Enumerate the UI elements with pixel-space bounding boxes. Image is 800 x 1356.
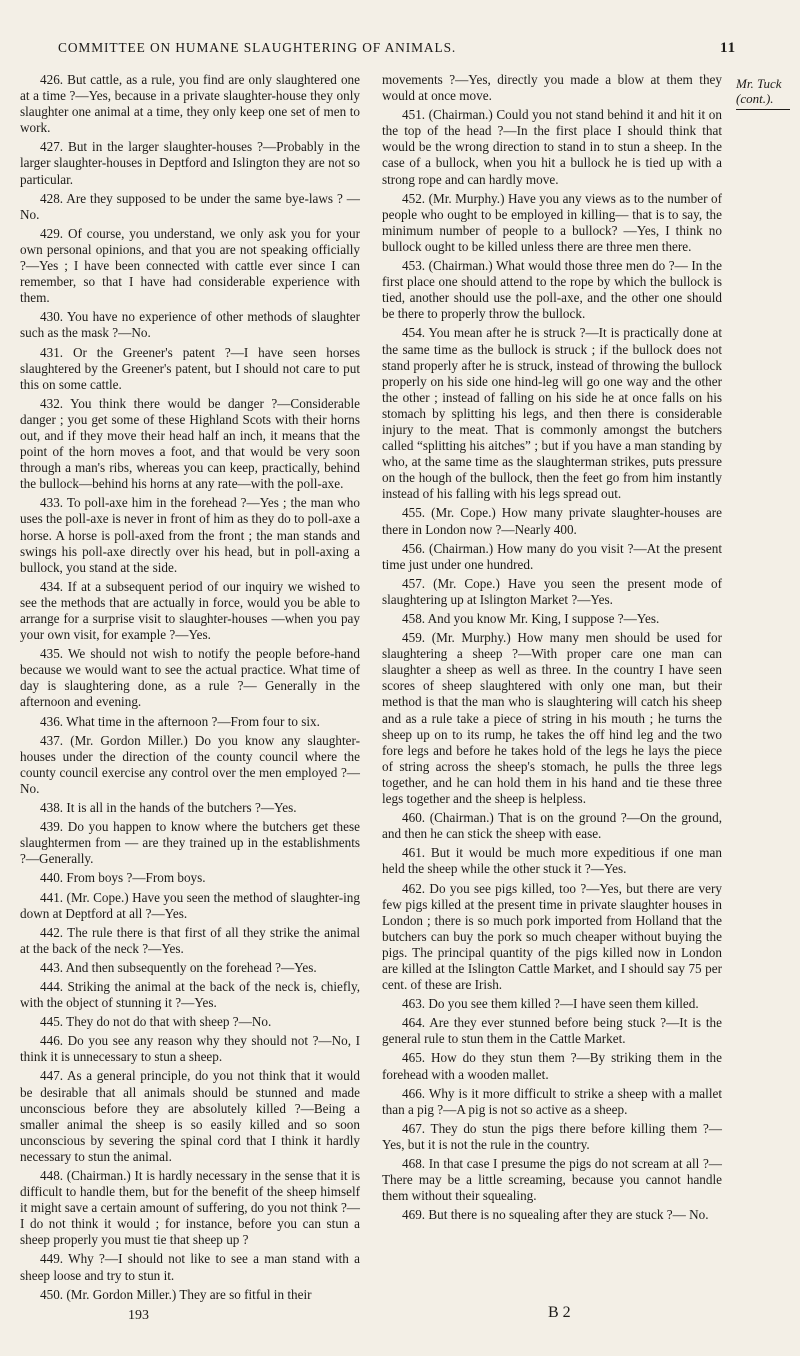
paragraph: 458. And you know Mr. King, I suppose ?—Yes. bbox=[402, 611, 660, 626]
paragraph: 457. (Mr. Cope.) Have you seen the present mode of slaughtering up at Islington Market ?—Yes. bbox=[382, 575, 722, 607]
signature-mark: B 2 bbox=[548, 1304, 571, 1321]
paragraph: 447. As a general principle, do you not think that it would be desirable that all animals should be stunned and made unconscious before they are absolutely killed ?—Being a smaller animal the sheep is so easily killed and so soon unconscious by severing the spinal cord that I think it hardly necessary to stun the animal. bbox=[20, 1068, 360, 1164]
paragraph: 442. The rule there is that first of all they strike the animal at the back of the neck ?—Yes. bbox=[20, 924, 360, 956]
print-number: 193 bbox=[128, 1308, 149, 1323]
paragraph: 449. Why ?—I should not like to see a man stand with a sheep loose and try to stun it. bbox=[20, 1251, 360, 1283]
paragraph: 453. (Chairman.) What would those three men do ?— In the first place one should attend to the rope by which the bullock is tied, another should use the poll-axe, and the other one should be there to properly throw the bullock. bbox=[382, 258, 722, 322]
paragraph: 427. But in the larger slaughter-houses ?—Probably in the larger slaughter-houses in Deptford and Islington they are not so particular. bbox=[20, 139, 360, 187]
paragraph: 441. (Mr. Cope.) Have you seen the method of slaughter-ing down at Deptford at all ?—Yes. bbox=[20, 889, 360, 921]
paragraph: 463. Do you see them killed ?—I have seen them killed. bbox=[402, 996, 699, 1012]
paragraph: 431. Or the Greener's patent ?—I have seen horses slaughtered by the Greener's patent, but I should not care to put this on some cattle. bbox=[20, 344, 360, 392]
paragraph: 454. You mean after he is struck ?—It is practically done at the same time as the bullock is struck ; if the bullock does not stand properly after he is struck, instead of throwing the bullock properly on his side one hind-leg will go one way and the other the other ; instead of falling on his side he at once falls on his stomach by splitting his legs, and then there is considerable injury to the meat. That is commonly amongst the butchers called “splitting his aitches” ; but if you have a man standing by who, at the same time as the slaughterman strikes, puts pressure on the hough of the bullock, then the feet go from him instantly instead of his falling with his legs spread out. bbox=[382, 325, 722, 502]
paragraph: 455. (Mr. Cope.) How many private slaughter-houses are there in London now ?—Nearly 400. bbox=[382, 505, 722, 537]
paragraph: 436. What time in the afternoon ?—From four to six. bbox=[40, 713, 320, 729]
left-column bbox=[20, 72, 360, 1303]
paragraph: 451. (Chairman.) Could you not stand behind it and hit it on the top of the head ?—In the first place I should think that would be the wrong direction to stand in to stun a sheep. In the case of a bullock, when you hit a bullock he is tied up with a strong rope and can hardly move. bbox=[382, 107, 722, 187]
paragraph: 433. To poll-axe him in the forehead ?—Yes ; the man who uses the poll-axe is never in front of him as they do to poll-axe a horse. A horse is poll-axed from the front ; the man stands and swings his poll-axe directly over his head, but in poll-axing a bullock, you stand at the side. bbox=[20, 495, 360, 575]
paragraph: 452. (Mr. Murphy.) Have you any views as to the number of people who ought to be employed in killing— that is to say, the minimum number of people to a bullock? —Yes, I think no bullock ought to be killed unless there are three men there. bbox=[382, 190, 722, 254]
paragraph: 445. They do not do that with sheep ?—No. bbox=[40, 1014, 272, 1030]
running-head-title: COMMITTEE ON HUMANE SLAUGHTERING OF ANIMALS. bbox=[58, 40, 457, 55]
paragraph: 448. (Chairman.) It is hardly necessary in the sense that it is difficult to handle them, but for the benefit of the sheep himself it might save a certain amount of suffering, do you not think ?—I do not think it would ; for instance, before you can stun a sheep properly you must tie that sheep up ? bbox=[20, 1168, 360, 1248]
paragraph: 432. You think there would be danger ?—Considerable danger ; you get some of these Highland Scots with their horns out, and if they move their head half an inch, it means that the point of the horn moves a foot, and that would be very soon through a man's ribs, whereas you can keep, practically, behind the bullock—behind his horns at any rate—with the poll-axe. bbox=[20, 395, 360, 492]
paragraph: 446. Do you see any reason why they should not ?—No, I think it is unnecessary to stun a sheep. bbox=[20, 1033, 360, 1065]
paragraph: 468. In that case I presume the pigs do not scream at all ?—There may be a little screaming, because you cannot handle them without their squealing. bbox=[382, 1156, 722, 1204]
paragraph: 437. (Mr. Gordon Miller.) Do you know any slaughter-houses under the direction of the county council where the county council exercise any control over the men employed ?—No. bbox=[20, 732, 360, 796]
paragraph: 467. They do stun the pigs there before killing them ?— Yes, but it is not the rule in the country. bbox=[382, 1120, 722, 1152]
paragraph: 462. Do you see pigs killed, too ?—Yes, but there are very few pigs killed at the present time in private slaughter houses in London ; there is so much pork imported from Holland that the butchers can buy the pork so much cheaper without buying the pigs. The principal quantity of the pigs killed now in London are killed at the Islington Cattle Market, and I should say 75 per cent. of these are Irish. bbox=[382, 880, 722, 993]
paragraph: 429. Of course, you understand, we only ask you for your own personal opinions, and that you are not speaking officially ?—Yes ; I have been connected with cattle ever since I can remember, so that I have had considerable experience with them. bbox=[20, 225, 360, 306]
page-number: 11 bbox=[720, 40, 736, 56]
paragraph: 439. Do you happen to know where the butchers get these slaughtermen from — are they trained up in the establishments ?—Generally. bbox=[20, 819, 360, 867]
paragraph: movements ?—Yes, directly you made a blow at them they would at once move. bbox=[382, 72, 722, 104]
paragraph: 469. But there is no squealing after they are stuck ?— No. bbox=[402, 1207, 709, 1223]
paragraph: 434. If at a subsequent period of our inquiry we wished to see the methods that are actually in force, would you be able to arrange for a surprise visit to slaughter-houses —when you pay your own visit, for example ?—Yes. bbox=[20, 578, 360, 643]
paragraph: 435. We should not wish to notify the people before-hand because we would want to see the actual practice. What time of day is slaughtering done, as a rule ?— Generally in the afternoon and evening. bbox=[20, 646, 360, 710]
paragraph: 461. But it would be much more expeditious if one man held the sheep while the other stuck it ?—Yes. bbox=[382, 845, 722, 877]
paragraph: 465. How do they stun them ?—By striking them in the forehead with a wooden mallet. bbox=[382, 1050, 722, 1082]
paragraph: 444. Striking the animal at the back of the neck is, chiefly, with the object of stunning it ?—Yes. bbox=[20, 978, 360, 1011]
paragraph: 440. From boys ?—From boys. bbox=[40, 870, 206, 886]
paragraph: 464. Are they ever stunned before being stuck ?—It is the general rule to stun them in the Cattle Market. bbox=[382, 1015, 722, 1047]
paragraph: 466. Why is it more difficult to strike a sheep with a mallet than a pig ?—A pig is not so active as a sheep. bbox=[382, 1085, 722, 1117]
margin-note-rule bbox=[736, 109, 790, 110]
paragraph: 430. You have no experience of other methods of slaughter such as the mask ?—No. bbox=[20, 309, 360, 341]
paragraph: 438. It is all in the hands of the butchers ?—Yes. bbox=[40, 800, 297, 816]
paragraph: 428. Are they supposed to be under the same bye-laws ? —No. bbox=[20, 190, 360, 222]
paragraph: 456. (Chairman.) How many do you visit ?—At the present time just under one hundred. bbox=[382, 540, 722, 572]
paragraph: 450. (Mr. Gordon Miller.) They are so fitful in their bbox=[40, 1286, 312, 1302]
paragraph: 459. (Mr. Murphy.) How many men should be used for slaughtering a sheep ?—With proper care one man can slaughter a sheep as well as three. In the country I have seen scores of sheep slaughtered with only one man, but their method is that the man who is slaughtering will catch his sheep and as a rule take a piece of string in his mouth ; he turns the sheep up on to its rump, he takes the off hind leg and the two fore legs and before he takes hold of the legs he lays the piece of string across the sheep's stomach, he pulls the three legs together, and he can hold them in his hand and tie these three legs together and the sheep is helpless. bbox=[382, 630, 722, 807]
paragraph: 426. But cattle, as a rule, you find are only slaughtered one at a time ?—Yes, because in a private slaughter-house they only slaughter one animal at a time, they only keep one set of men to work. bbox=[20, 72, 360, 136]
margin-note bbox=[736, 76, 798, 110]
paragraph: 443. And then subsequently on the forehead ?—Yes. bbox=[40, 959, 317, 975]
paragraph: 460. (Chairman.) That is on the ground ?—On the ground, and then he can stick the sheep with ease. bbox=[382, 810, 722, 842]
margin-note-cont: (cont.). bbox=[736, 91, 774, 106]
right-column bbox=[382, 72, 722, 1223]
margin-note-name: Mr. Tuck bbox=[736, 76, 782, 91]
